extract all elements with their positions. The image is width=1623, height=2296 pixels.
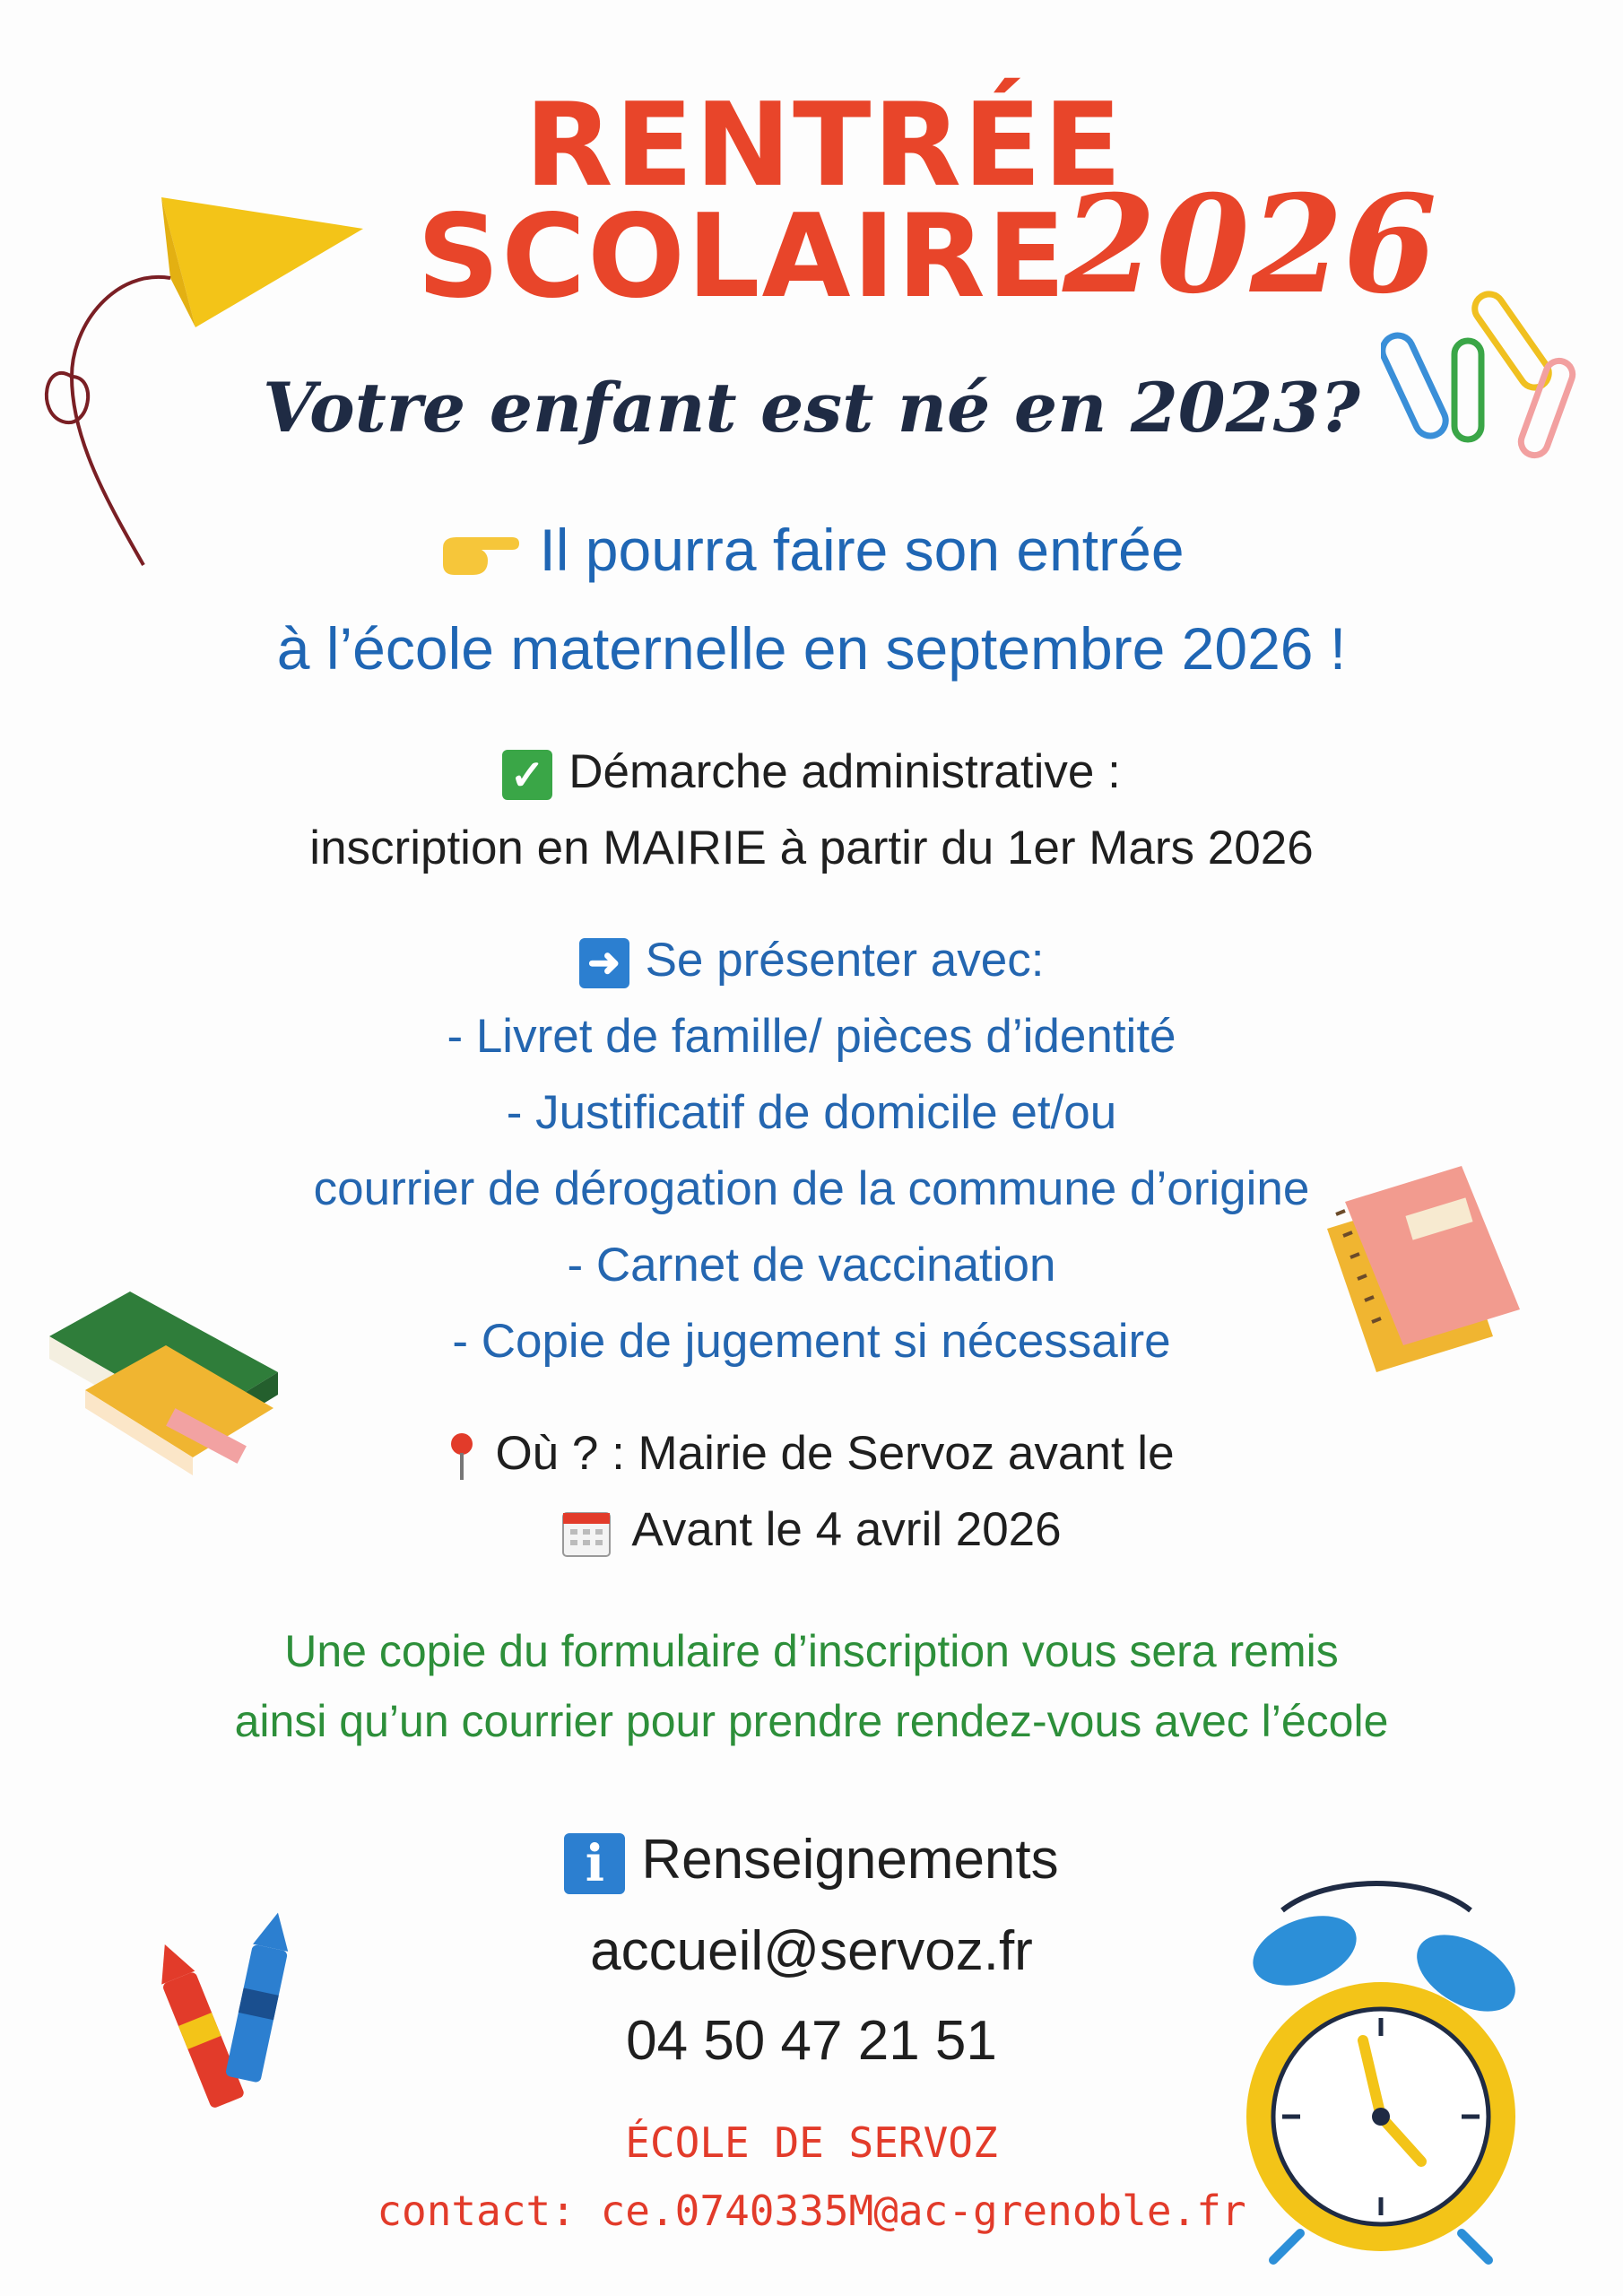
location-when-line	[0, 1502, 1623, 1558]
location-where: Où ? : Mairie de Servoz avant le	[495, 1427, 1175, 1480]
school-contact[interactable]: contact: ce.0740335M@ac-grenoble.fr	[377, 2187, 1246, 2235]
demarche-detail: inscription en MAIRIE à partir du 1er Mars 2026	[309, 822, 1314, 874]
school-name: ÉCOLE DE SERVOZ	[625, 2118, 998, 2167]
intro-text-1: Il pourra faire son entrée	[539, 517, 1185, 583]
question-heading: Votre enfant est né en 2023?	[263, 368, 1360, 448]
contact-email[interactable]: accueil@servoz.fr	[590, 1920, 1033, 1982]
pointing-hand-icon	[438, 530, 519, 580]
document-item: - Justificatif de domicile et/ou	[506, 1086, 1117, 1139]
note-line-1: Une copie du formulaire d’inscription vous sera remis	[284, 1626, 1339, 1676]
note-line-2: ainsi qu’un courrier pour prendre rendez-vous avec l’école	[234, 1696, 1389, 1746]
title-line-2: SCOLAIRE	[417, 190, 1068, 324]
right-arrow-icon: ➜	[579, 938, 629, 988]
document-item: - Livret de famille/ pièces d’identité	[447, 1010, 1176, 1063]
documents-heading: Se présenter avec:	[645, 934, 1045, 987]
calendar-icon	[561, 1508, 612, 1558]
location-where-line	[0, 1426, 1623, 1482]
round-pushpin-icon	[448, 1431, 475, 1482]
location-when: Avant le 4 avril 2026	[631, 1503, 1062, 1556]
document-item: courrier de dérogation de la commune d’origine	[313, 1162, 1310, 1215]
demarche-heading: Démarche administrative :	[568, 745, 1121, 798]
intro-line-2: à l’école maternelle en septembre 2026 !	[276, 615, 1347, 682]
document-item: - Copie de jugement si nécessaire	[452, 1315, 1171, 1368]
info-icon: i	[564, 1833, 625, 1894]
contact-phone[interactable]: 04 50 47 21 51	[626, 2010, 997, 2072]
intro-line-1	[0, 516, 1623, 584]
document-item: - Carnet de vaccination	[567, 1239, 1056, 1292]
title-line-1: RENTRÉE	[525, 79, 1124, 213]
demarche-heading-line	[0, 744, 1623, 800]
contact-heading: Renseignements	[641, 1829, 1059, 1891]
check-box-icon: ✓	[502, 750, 552, 800]
documents-heading-line	[0, 933, 1623, 988]
contact-heading-line	[0, 1828, 1623, 1894]
title-year: 2026	[1063, 166, 1437, 324]
